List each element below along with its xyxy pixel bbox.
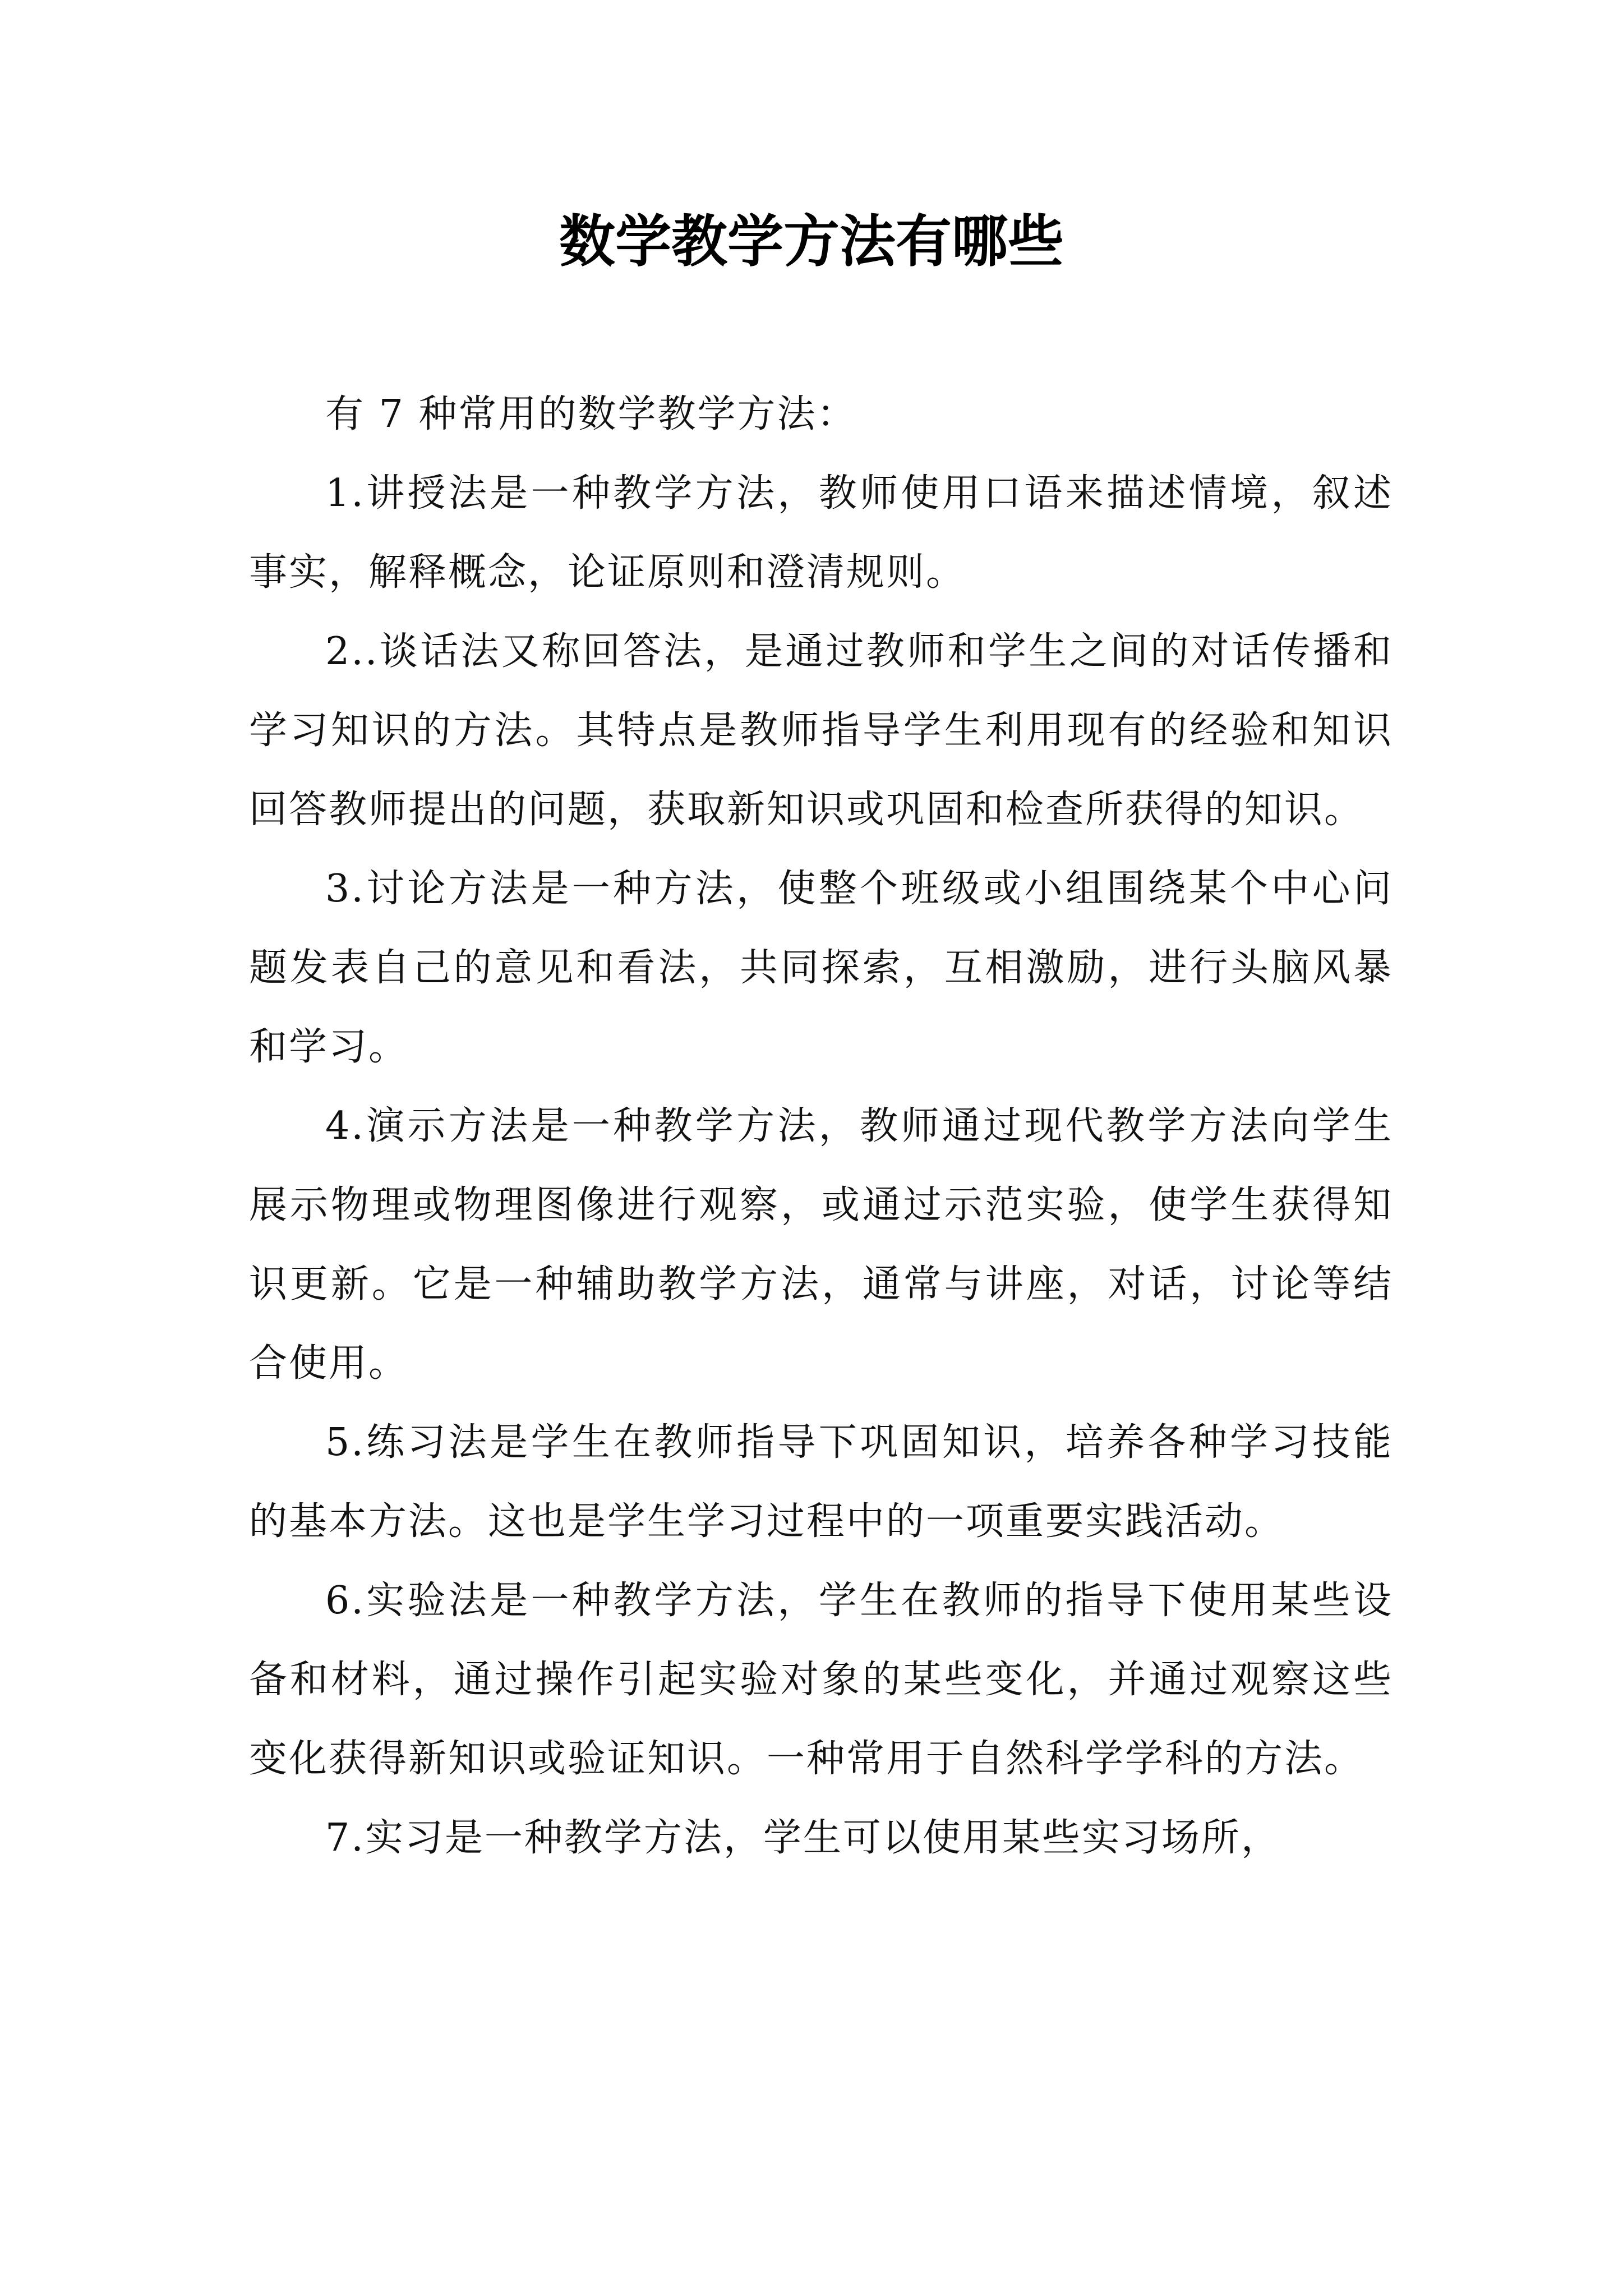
paragraph-method-4: 4.演示方法是一种教学方法，教师通过现代教学方法向学生展示物理或物理图像进行观察，或通过示范实验，使学生获得知识更新。它是一种辅助教学方法，通常与讲座，对话，讨论等结合使用。 [249, 1104, 1393, 1386]
document-title: 数学教学方法有哪些 [559, 208, 1064, 274]
paragraph-method-2: 2..谈话法又称回答法，是通过教师和学生之间的对话传播和学习知识的方法。其特点是教师指导学生利用现有的经验和知识回答教师提出的问题，获取新知识或巩固和检查所获得的知识。 [249, 629, 1393, 832]
paragraph-method-1: 1.讲授法是一种教学方法，教师使用口语来描述情境，叙述事实，解释概念，论证原则和澄清规则。 [249, 471, 1393, 595]
document-body [249, 375, 1393, 1878]
paragraph-method-7: 7.实习是一种教学方法，学生可以使用某些实习场所， [325, 1816, 1281, 1860]
paragraph-method-6: 6.实验法是一种教学方法，学生在教师的指导下使用某些设备和材料，通过操作引起实验对象的某些变化，并通过观察这些变化获得新知识或验证知识。一种常用于自然科学学科的方法。 [249, 1579, 1393, 1781]
paragraph-intro: 有 7 种常用的数学教学方法： [325, 392, 857, 436]
paragraph-method-3: 3.讨论方法是一种方法，使整个班级或小组围绕某个中心问题发表自己的意见和看法，共同探索，互相激励，进行头脑风暴和学习。 [249, 867, 1393, 1069]
paragraph-method-5: 5.练习法是学生在教师指导下巩固知识，培养各种学习技能的基本方法。这也是学生学习过程中的一项重要实践活动。 [249, 1420, 1393, 1544]
